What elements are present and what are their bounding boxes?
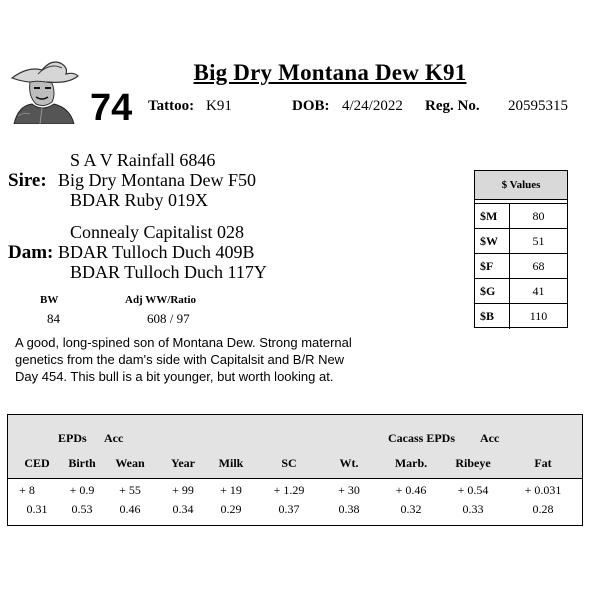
bull-title: Big Dry Montana Dew K91 (193, 60, 467, 85)
dollar-value-label: $F (480, 259, 494, 273)
epd-value-wt: + 30 (338, 483, 360, 497)
epd-value-ribeye: + 0.54 (457, 483, 489, 497)
acc-value-year: 0.34 (172, 502, 194, 516)
acc-value-wean: 0.46 (119, 502, 141, 516)
col-header-wt: Wt. (339, 456, 359, 470)
col-header-birth: Birth (68, 456, 96, 470)
dollar-value-label: $W (480, 234, 498, 248)
dollar-value-row (475, 203, 567, 229)
col-header-sc: SC (281, 456, 297, 470)
col-header-ced: CED (24, 456, 50, 470)
col-header-marb: Marb. (394, 456, 428, 470)
dollar-value: 51 (532, 234, 545, 248)
epd-value-birth: + 0.9 (69, 483, 95, 497)
bw-label: BW (40, 294, 59, 306)
dollar-value: 110 (529, 309, 548, 323)
acc-value-sc: 0.37 (278, 502, 300, 516)
epd-acc-label: Acc (104, 431, 124, 445)
carcass-acc-label: Acc (480, 431, 500, 445)
sire-dam: BDAR Ruby 019X (70, 190, 209, 210)
acc-value-ribeye: 0.33 (462, 502, 484, 516)
bw-value: 84 (47, 311, 60, 326)
acc-value-fat: 0.28 (532, 502, 554, 516)
col-header-year: Year (171, 456, 195, 470)
sire-name: Big Dry Montana Dew F50 (58, 170, 256, 190)
ww-value: 608 / 97 (147, 311, 190, 326)
dollar-value-row (475, 303, 567, 329)
ww-label: Adj WW/Ratio (125, 294, 196, 306)
tattoo-label: Tattoo: (148, 98, 195, 114)
col-header-fat: Fat (534, 456, 552, 470)
dam-label: Dam: (8, 242, 54, 263)
epd-value-milk: + 19 (220, 483, 242, 497)
dollar-value-label: $G (480, 284, 496, 298)
carcass-group-label: Cacass EPDs (388, 431, 456, 445)
dollar-value: 80 (532, 209, 545, 223)
epd-value-year: + 99 (172, 483, 194, 497)
dam-name: BDAR Tulloch Duch 409B (58, 242, 255, 262)
dollar-values-header: $ Values (475, 171, 567, 200)
dollar-value: 68 (532, 259, 545, 273)
epd-value-fat: + 0.031 (524, 483, 562, 497)
col-header-wean: Wean (115, 456, 145, 470)
epd-value-marb: + 0.46 (395, 483, 427, 497)
dollar-value-label: $M (480, 209, 498, 223)
tattoo-value: K91 (206, 98, 232, 114)
dollar-value-row (475, 228, 567, 254)
dollar-value-row (475, 253, 567, 279)
dam-dam: BDAR Tulloch Duch 117Y (70, 262, 267, 282)
acc-value-wt: 0.38 (338, 502, 360, 516)
col-header-milk: Milk (218, 456, 244, 470)
acc-value-birth: 0.53 (71, 502, 93, 516)
dam-sire: Connealy Capitalist 028 (70, 222, 244, 242)
dollar-value-label: $B (480, 309, 495, 323)
epd-group-label: EPDs (58, 431, 87, 445)
acc-value-marb: 0.32 (400, 502, 422, 516)
lot-number: 74 (90, 87, 133, 129)
dollar-values-box (474, 170, 568, 328)
col-header-ribeye: Ribeye (455, 456, 491, 470)
dollar-value: 41 (532, 284, 545, 298)
dob-value: 4/24/2022 (342, 98, 403, 114)
dob-label: DOB: (292, 98, 330, 114)
bull-description: A good, long-spined son of Montana Dew. Strong maternal genetics from the dam's side with Capitalsit and B/R New Day 454. This bull is a bit younger, but worth looking at. (15, 335, 352, 384)
reg-label: Reg. No. (425, 98, 480, 114)
epd-value-ced: + 8 (19, 483, 35, 497)
reg-value: 20595315 (508, 98, 568, 114)
dollar-value-row (475, 278, 567, 304)
acc-value-ced: 0.31 (26, 502, 48, 516)
epd-value-wean: + 55 (119, 483, 141, 497)
epd-value-sc: + 1.29 (273, 483, 305, 497)
sire-label: Sire: (8, 170, 47, 191)
epd-table (7, 414, 583, 526)
sire-sire: S A V Rainfall 6846 (70, 150, 216, 170)
acc-value-milk: 0.29 (220, 502, 242, 516)
